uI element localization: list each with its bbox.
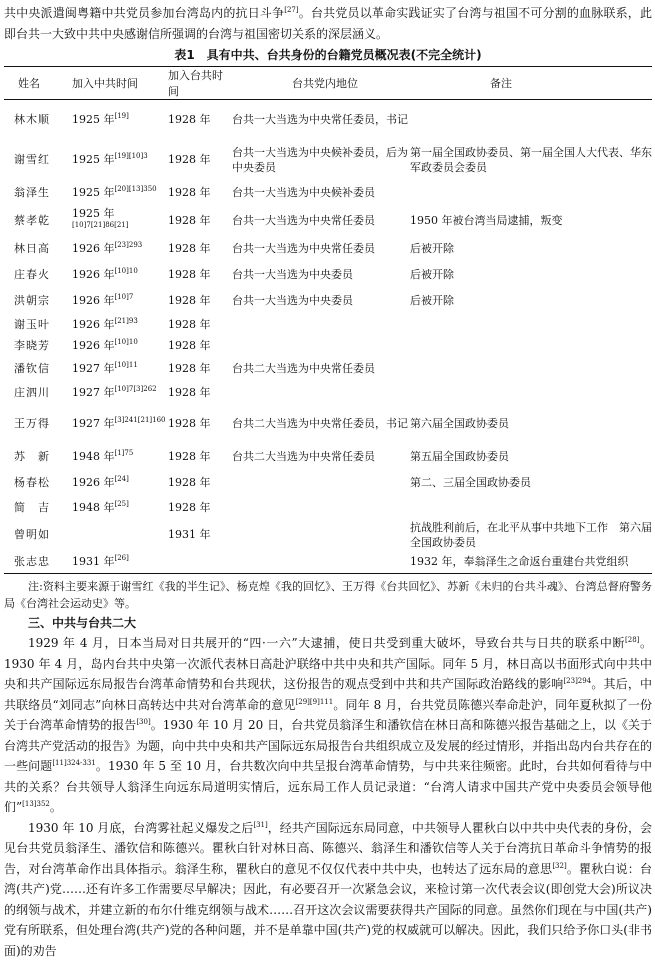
intro-text-start: 共中央派遣闽粤籍中共党员参加台湾岛内的抗日斗争 xyxy=(4,6,284,20)
jcp-join-time xyxy=(72,444,168,470)
citation: [10]10 xyxy=(115,338,138,346)
paragraph-text: 1929 年 4 月，日本当局对日共展开的“四·一六”大逮捕，使日共受到重大破坏，导致台共与日共的联系中断 xyxy=(28,636,625,650)
tcp-join-time: 1928 年 xyxy=(168,496,232,520)
tcp-join-time: 1928 年 xyxy=(168,262,232,288)
member-name: 翁泽生 xyxy=(4,180,72,206)
paragraph-text: 1930 年 10 月底，台湾雾社起义爆发之后 xyxy=(28,821,253,835)
paragraph-text: 。瞿秋白说：台湾(共产)党……还有许多工作需要尽早解决；因此，有必要召开一次紧急会议，来检讨第一次代表会议(即创党大会)所议决的纲领与战术，并建立新的布尔什维克纲领与战术……召开这次会议需要获得共产国际的同意。虽然你们现在与中国(共产)党有所联系，但处理台湾(共产)党的各种问题，并不是单靠中国(共产)党的权威就可以解决。因此，我们只给予你口头(非书面)的劝告 xyxy=(4,862,652,958)
remarks: 1950 年被台湾当局逮捕，叛变 xyxy=(410,206,652,236)
table-row xyxy=(4,520,652,550)
member-name: 林日高 xyxy=(4,236,72,262)
header-name: 姓名 xyxy=(4,67,72,100)
jcp-join-year: 1926 年 xyxy=(72,268,115,281)
party-position xyxy=(232,314,410,335)
party-position xyxy=(232,382,410,404)
jcp-join-time xyxy=(72,100,168,140)
jcp-join-time xyxy=(72,404,168,444)
paper-page xyxy=(4,3,652,961)
citation: [31] xyxy=(253,821,267,829)
remarks xyxy=(410,335,652,356)
citation: [11]324-331 xyxy=(52,759,95,767)
paragraph-text: 。同年 8 月，台共党员陈德兴奉命赴沪，同年夏秋拟了一份关于台湾革命情势的报告 xyxy=(4,698,652,733)
table-note: 注:资料主要来源于谢雪红《我的半生记》、杨克煌《我的回忆》、王万得《台共回忆》、苏新《未归的台共斗魂》、台湾总督府警务局《台湾社会运动史》等。 xyxy=(4,578,652,612)
jcp-join-time xyxy=(72,470,168,496)
party-position xyxy=(232,520,410,550)
tcp-join-time: 1928 年 xyxy=(168,288,232,314)
tcp-join-time: 1928 年 xyxy=(168,470,232,496)
member-name: 洪朝宗 xyxy=(4,288,72,314)
table-row xyxy=(4,404,652,444)
citation: [10]7[3]262 xyxy=(115,385,157,393)
citation: [19] xyxy=(115,112,129,120)
tcp-join-time: 1928 年 xyxy=(168,206,232,236)
header-position: 台共党内地位 xyxy=(232,67,410,100)
tcp-join-time: 1928 年 xyxy=(168,314,232,335)
table-row xyxy=(4,262,652,288)
table-row xyxy=(4,335,652,356)
paragraph-text: ，经共产国际远东局同意，中共领导人瞿秋白以中共中央代表的身份，会见台共党员翁泽生、潘钦信和陈德兴。瞿秋白针对林日高、陈德兴、翁泽生和潘钦信等人关于台湾抗日革命斗争情势的报告，对台湾革命作出具体指示。翁泽生称，瞿秋白的意见不仅仅代表中共中央，也转达了远东局的意思 xyxy=(4,821,652,876)
citation: [10]11 xyxy=(115,361,138,369)
citation: [10]7 xyxy=(115,293,134,301)
remarks: 第二、三届全国政协委员 xyxy=(410,470,652,496)
party-position xyxy=(232,550,410,574)
remarks xyxy=(410,180,652,206)
jcp-join-year: 1925 年 xyxy=(72,113,115,126)
table-row xyxy=(4,470,652,496)
jcp-join-year: 1925 年 xyxy=(72,153,115,166)
remarks xyxy=(410,496,652,520)
intro-paragraph xyxy=(4,3,652,44)
citation: [10]7[21]86[21] xyxy=(72,221,128,229)
jcp-join-year: 1926 年 xyxy=(72,318,115,331)
citation: [20][13]350 xyxy=(115,185,157,193)
member-name: 李晓芳 xyxy=(4,335,72,356)
member-name: 谢雪红 xyxy=(4,140,72,180)
table-header-row xyxy=(4,67,652,100)
citation: [32] xyxy=(552,862,566,870)
member-name: 王万得 xyxy=(4,404,72,444)
party-position: 台共二大当选为中央常任委员 xyxy=(232,444,410,470)
table-row xyxy=(4,180,652,206)
table-row xyxy=(4,236,652,262)
tcp-join-time: 1928 年 xyxy=(168,444,232,470)
member-name: 蔡孝乾 xyxy=(4,206,72,236)
citation: [10]10 xyxy=(115,267,138,275)
remarks: 后被开除 xyxy=(410,288,652,314)
table-body xyxy=(4,100,652,574)
header-remarks: 备注 xyxy=(410,67,652,100)
jcp-join-time xyxy=(72,496,168,520)
jcp-join-year: 1926 年 xyxy=(72,339,115,352)
remarks: 第一届全国政协委员、第一届全国人大代表、华东军政委员会委员 xyxy=(410,140,652,180)
table-title: 表1 具有中共、台共身份的台籍党员概况表(不完全统计) xyxy=(4,46,652,64)
citation: [3]241[21]160 xyxy=(115,416,166,424)
citation: [19][10]3 xyxy=(115,152,148,160)
member-name: 简 吉 xyxy=(4,496,72,520)
citation: [26] xyxy=(115,554,129,562)
member-name: 庄泗川 xyxy=(4,382,72,404)
citation: [21]93 xyxy=(115,317,138,325)
remarks: 第六届全国政协委员 xyxy=(410,404,652,444)
tcp-join-time: 1928 年 xyxy=(168,236,232,262)
citation: [24] xyxy=(115,475,129,483)
party-position: 台共一大当选为中央候补委员 xyxy=(232,180,410,206)
remarks xyxy=(410,314,652,335)
tcp-join-time: 1928 年 xyxy=(168,404,232,444)
jcp-join-time xyxy=(72,262,168,288)
body-paragraph xyxy=(4,633,652,818)
jcp-join-time xyxy=(72,382,168,404)
table-row xyxy=(4,288,652,314)
citation: [30] xyxy=(136,718,150,726)
jcp-join-time xyxy=(72,206,168,236)
table-row xyxy=(4,356,652,382)
member-name: 杨春松 xyxy=(4,470,72,496)
party-position: 台共一大当选为中央常任委员 xyxy=(232,206,410,236)
remarks: 后被开除 xyxy=(410,236,652,262)
paragraph-text: 。其后，中共联络员“刘同志”向林日高转达中共对台湾革命的意见 xyxy=(4,677,652,712)
jcp-join-time xyxy=(72,180,168,206)
table-row xyxy=(4,206,652,236)
paragraph-text: 。1930 年 10 月 20 日，台共党员翁泽生和潘钦信在林日高和陈德兴报告基础之上，以《关于台湾共产党活动的报告》为题，向中共中央和共产国际远东局报告台共组织成立及发展的经过情形，并指出岛内台共存在的一些问题 xyxy=(4,718,652,773)
citation: [29][9]111 xyxy=(296,698,334,706)
jcp-join-year: 1925 年 xyxy=(72,207,115,220)
remarks xyxy=(410,100,652,140)
intro-text-rest: 。台共党员以革命实践证实了台湾与祖国不可分割的血脉联系，此即台共一大致中共中央感谢信所强调的台湾与祖国密切关系的深层涵义。 xyxy=(4,6,652,41)
header-jcp-join: 加入中共时间 xyxy=(72,67,168,100)
party-position: 台共一大当选为中央委员 xyxy=(232,262,410,288)
jcp-join-year: 1927 年 xyxy=(72,417,115,430)
member-name: 庄春火 xyxy=(4,262,72,288)
member-name: 张志忠 xyxy=(4,550,72,574)
tcp-join-time: 1928 年 xyxy=(168,140,232,180)
table-row xyxy=(4,496,652,520)
tcp-join-time: 1928 年 xyxy=(168,356,232,382)
jcp-join-year: 1927 年 xyxy=(72,362,115,375)
tcp-join-time: 1931 年 xyxy=(168,520,232,550)
table-row xyxy=(4,140,652,180)
tcp-join-time: 1928 年 xyxy=(168,100,232,140)
jcp-join-year: 1926 年 xyxy=(72,476,115,489)
remarks: 抗战胜利前后，在北平从事中共地下工作 第六届全国政协委员 xyxy=(410,520,652,550)
paragraph-text: 。 xyxy=(50,800,62,814)
remarks xyxy=(410,382,652,404)
table-row xyxy=(4,100,652,140)
party-position: 台共二大当选为中央常任委员，书记 xyxy=(232,404,410,444)
jcp-join-time xyxy=(72,335,168,356)
jcp-join-time xyxy=(72,140,168,180)
jcp-join-year: 1948 年 xyxy=(72,501,115,514)
party-members-table xyxy=(4,66,652,574)
tcp-join-time: 1928 年 xyxy=(168,382,232,404)
jcp-join-year: 1925 年 xyxy=(72,186,115,199)
party-position: 台共二大当选为中央常任委员 xyxy=(232,356,410,382)
header-tcp-join: 加入台共时间 xyxy=(168,67,232,100)
body-text xyxy=(4,633,652,961)
party-position xyxy=(232,496,410,520)
jcp-join-time xyxy=(72,356,168,382)
tcp-join-time: 1928 年 xyxy=(168,335,232,356)
party-position: 台共一大当选为中央常任委员 xyxy=(232,236,410,262)
member-name: 林木顺 xyxy=(4,100,72,140)
tcp-join-time xyxy=(168,550,232,574)
member-name: 曾明如 xyxy=(4,520,72,550)
jcp-join-year: 1948 年 xyxy=(72,450,115,463)
tcp-join-time: 1928 年 xyxy=(168,180,232,206)
citation: [25] xyxy=(115,500,129,508)
member-name: 苏 新 xyxy=(4,444,72,470)
jcp-join-time xyxy=(72,550,168,574)
remarks xyxy=(410,356,652,382)
party-position: 台共一大当选为中央候补委员，后为中央委员 xyxy=(232,140,410,180)
citation: [23]293 xyxy=(115,241,143,249)
member-name: 谢玉叶 xyxy=(4,314,72,335)
jcp-join-time xyxy=(72,520,168,550)
citation: [1]75 xyxy=(115,449,134,457)
citation: [28] xyxy=(625,636,639,644)
jcp-join-time xyxy=(72,236,168,262)
citation: [23]294 xyxy=(563,677,591,685)
citation: [27] xyxy=(284,6,298,14)
remarks: 1932 年，奉翁泽生之命返台重建台共党组织 xyxy=(410,550,652,574)
table-row xyxy=(4,444,652,470)
citation: [13]352 xyxy=(22,800,50,808)
jcp-join-year: 1927 年 xyxy=(72,386,115,399)
party-position: 台共一大当选为中央委员 xyxy=(232,288,410,314)
jcp-join-time xyxy=(72,288,168,314)
party-position xyxy=(232,470,410,496)
paragraph-text: 。1930 年 5 至 10 月，台共数次向中共呈报台湾革命情势，与中共来往频密。此时，台共如何看待与中共的关系？台共领导人翁泽生向远东局道明实情后，远东局工作人员记录道：“台湾人请求中国共产党中央委员会领导他们” xyxy=(4,759,652,814)
member-name: 潘钦信 xyxy=(4,356,72,382)
table-row xyxy=(4,314,652,335)
table-row xyxy=(4,382,652,404)
body-paragraph xyxy=(4,818,652,961)
remarks: 后被开除 xyxy=(410,262,652,288)
paragraph-text: 。1930 年 4 月，岛内台共中央第一次派代表林日高赴沪联络中共中央和共产国际。同年 5 月，林日高以书面形式向中共中央和共产国际远东局报告台湾革命情势和台共现状，这份报告的观点受到中共和共产国际政治路线的影响 xyxy=(4,636,652,691)
table-row xyxy=(4,550,652,574)
jcp-join-year: 1926 年 xyxy=(72,242,115,255)
section-heading: 三、中共与台共二大 xyxy=(28,613,652,633)
remarks: 第五届全国政协委员 xyxy=(410,444,652,470)
party-position: 台共一大当选为中央常任委员，书记 xyxy=(232,100,410,140)
party-position xyxy=(232,335,410,356)
jcp-join-year: 1926 年 xyxy=(72,294,115,307)
jcp-join-time xyxy=(72,314,168,335)
jcp-join-year: 1931 年 xyxy=(72,555,115,568)
